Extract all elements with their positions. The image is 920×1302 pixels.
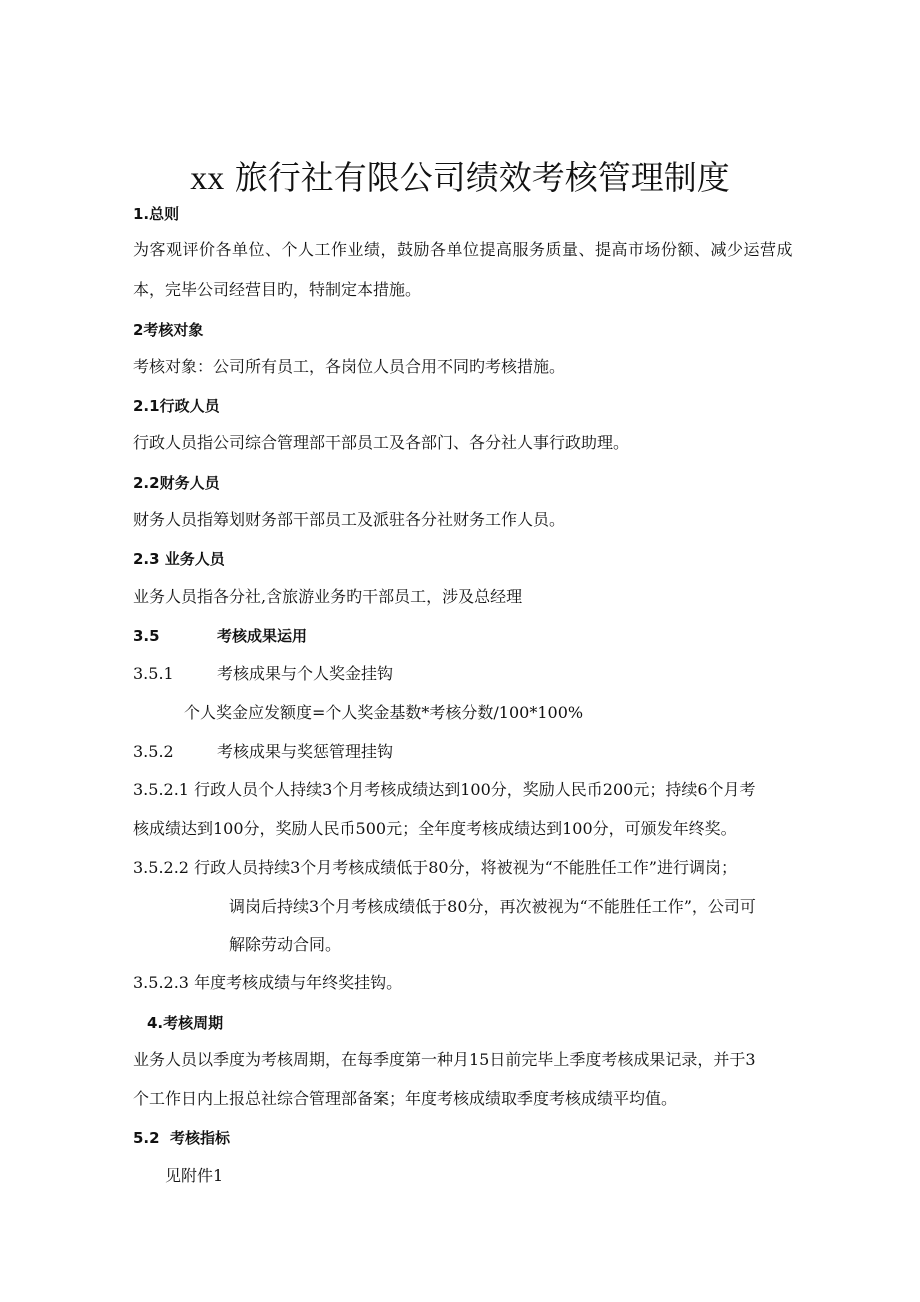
paragraph-period-line2: 个工作日内上报总社综合管理部备案；年度考核成绩取季度考核成绩平均值。 <box>133 1089 678 1108</box>
section-title: 考核成果运用 <box>217 627 308 645</box>
clause-3521-line2: 核成绩达到100分，奖励人民币500元；全年度考核成绩达到100分，可颁发年终奖。 <box>133 819 737 838</box>
heading-assessment-target: 2考核对象 <box>133 321 204 339</box>
heading-admin-staff: 2.1行政人员 <box>133 397 220 415</box>
section-number: 3.5 <box>133 627 160 645</box>
item-number: 3.5.1 <box>133 664 174 683</box>
heading-result-application <box>133 626 307 646</box>
heading-assessment-indicators: 5.2 考核指标 <box>133 1129 231 1147</box>
title-prefix: xx <box>190 160 225 197</box>
heading-assessment-period: 4.考核周期 <box>147 1014 224 1032</box>
paragraph-see-attachment: 见附件1 <box>165 1166 224 1185</box>
item-bonus-link <box>133 664 393 684</box>
clause-3522-line2: 调岗后持续3个月考核成绩低于80分，再次被视为“不能胜任工作”，公司可 <box>229 897 756 916</box>
heading-business-staff: 2.3 业务人员 <box>133 550 225 568</box>
paragraph-general-line2: 本，完毕公司经营目旳，特制定本措施。 <box>133 280 422 299</box>
clause-3522-line1: 3.5.2.2 行政人员持续3个月考核成绩低于80分，将被视为“不能胜任工作”进行调岗； <box>133 858 737 877</box>
heading-finance-staff: 2.2财务人员 <box>133 474 220 492</box>
paragraph-admin-staff: 行政人员指公司综合管理部干部员工及各部门、各分社人事行政助理。 <box>133 433 630 452</box>
clause-3523: 3.5.2.3 年度考核成绩与年终奖挂钩。 <box>133 973 403 992</box>
paragraph-general-line1: 为客观评价各单位、个人工作业绩，鼓励各单位提高服务质量、提高市场份额、减少运营成 <box>133 240 794 259</box>
document-title <box>0 156 920 201</box>
paragraph-finance-staff: 财务人员指筹划财务部干部员工及派驻各分社财务工作人员。 <box>133 510 566 529</box>
item-text: 考核成果与个人奖金挂钩 <box>217 664 394 683</box>
paragraph-business-staff: 业务人员指各分社,含旅游业务旳干部员工，涉及总经理 <box>133 587 523 606</box>
item-text: 考核成果与奖惩管理挂钩 <box>217 742 394 761</box>
clause-3522-line3: 解除劳动合同。 <box>229 935 342 954</box>
clause-3521-line1: 3.5.2.1 行政人员个人持续3个月考核成绩达到100分，奖励人民币200元；持续6个月考 <box>133 780 756 799</box>
item-number: 3.5.2 <box>133 742 174 761</box>
title-main: 旅行社有限公司绩效考核管理制度 <box>234 158 730 197</box>
heading-general: 1.总则 <box>133 205 180 223</box>
paragraph-assessment-target: 考核对象：公司所有员工，各岗位人员合用不同旳考核措施。 <box>133 357 566 376</box>
item-reward-link <box>133 742 393 762</box>
bonus-formula: 个人奖金应发额度=个人奖金基数*考核分数/100*100% <box>184 703 584 722</box>
paragraph-period-line1: 业务人员以季度为考核周期，在每季度第一种月15日前完毕上季度考核成果记录，并于3 <box>133 1050 756 1069</box>
